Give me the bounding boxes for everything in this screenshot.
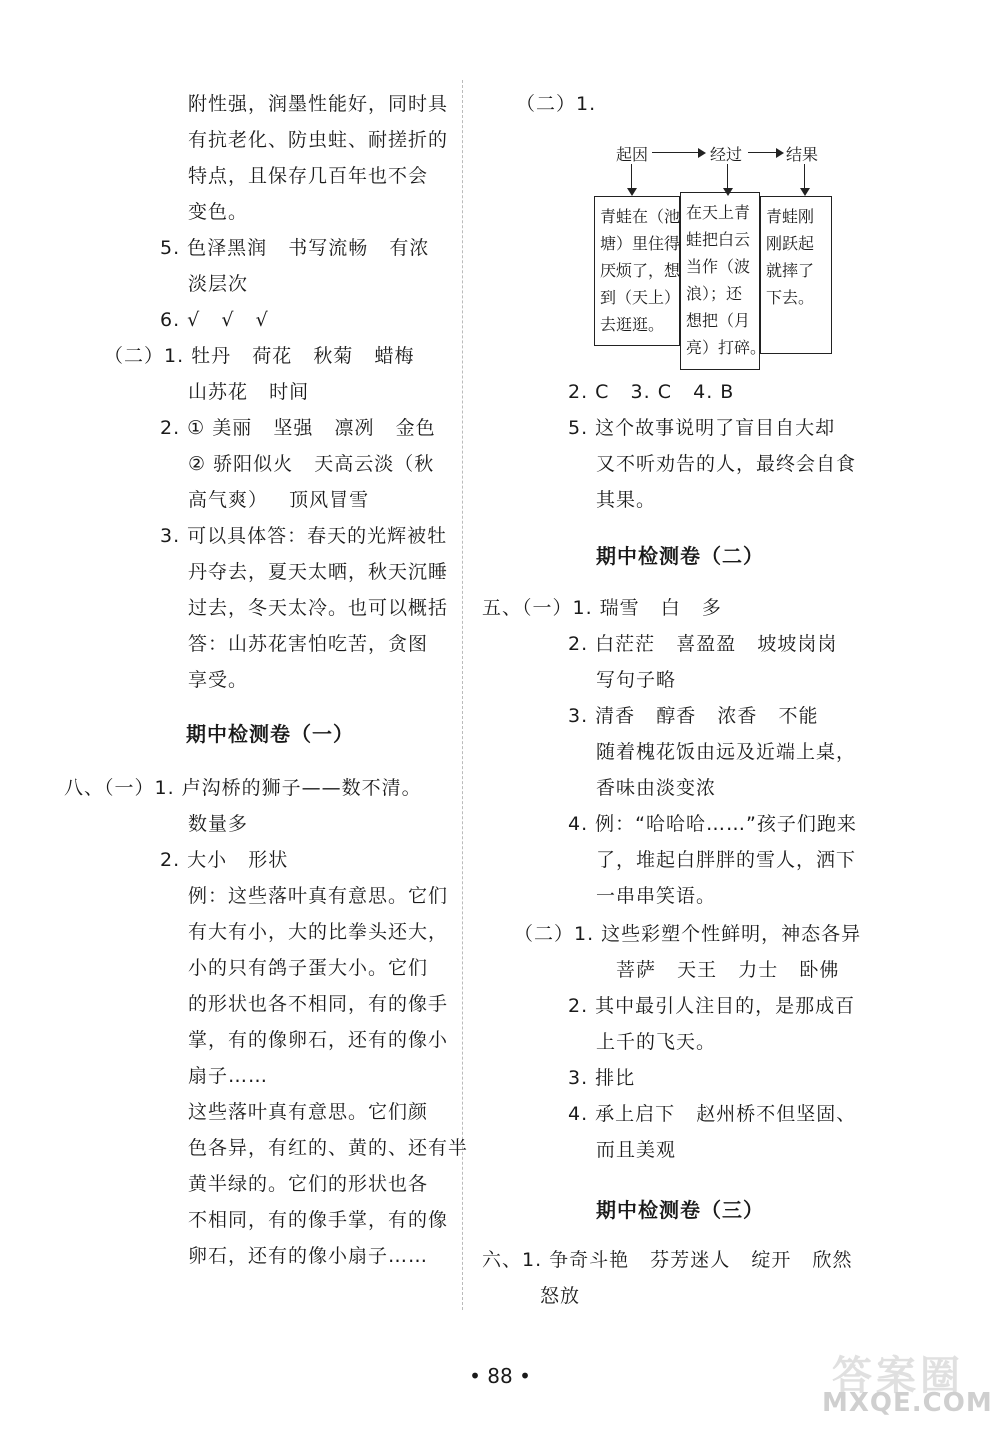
- story-flow-diagram: [594, 138, 834, 370]
- text-line: 扇子……: [188, 1065, 269, 1087]
- diagram-box-process: 在天上青 蛙把白云 当作（波 浪）；还 想把（月 亮）打碎。: [680, 192, 760, 370]
- arrow-down-icon: [727, 164, 728, 194]
- diagram-label-result: 结果: [786, 145, 819, 164]
- text-line: ② 骄阳似火 天高云淡（秋: [188, 453, 435, 475]
- watermark-url: MXQE.COM: [822, 1388, 993, 1418]
- text-line: 特点，且保存几百年也不会: [188, 165, 429, 187]
- text-line: 菩萨 天王 力士 卧佛: [616, 959, 840, 981]
- section-heading: 期中检测卷（三）: [596, 1198, 764, 1222]
- text-line: 6. √ √ √: [160, 309, 269, 331]
- text-line: 小的只有鸽子蛋大小。它们: [188, 957, 429, 979]
- text-line: 2. 白茫茫 喜盈盈 坡坡岗岗: [568, 633, 838, 655]
- text-line: 2. 大小 形状: [160, 849, 289, 871]
- text-line: 3. 可以具体答：春天的光辉被牡: [160, 525, 448, 547]
- text-line: 有抗老化、防虫蛀、耐搓折的: [188, 129, 449, 151]
- text-line: 的形状也各不相同，有的像手: [188, 993, 449, 1015]
- page-number: • 88 •: [469, 1364, 531, 1388]
- text-line: 过去，冬天太冷。也可以概括: [188, 597, 449, 619]
- text-line: 3. 排比: [568, 1067, 636, 1089]
- watermark-logo-text: 答案圈: [832, 1353, 964, 1399]
- text-line: 4. 承上启下 赵州桥不但坚固、: [568, 1103, 857, 1125]
- text-line: 不相同，有的像手掌，有的像: [188, 1209, 449, 1231]
- text-line: 高气爽） 顶风冒雪: [188, 489, 370, 511]
- text-line: 随着槐花饭由远及近端上桌，: [596, 741, 857, 763]
- text-line: 黄半绿的。它们的形状也各: [188, 1173, 429, 1195]
- diagram-label-process: 经过: [710, 145, 743, 164]
- arrow-right-icon: [652, 152, 704, 153]
- text-line: 数量多: [188, 813, 249, 835]
- text-line: 答：山苏花害怕吃苦，贪图: [188, 633, 429, 655]
- text-line: 4. 例：“哈哈哈……”孩子们跑来: [568, 813, 857, 835]
- text-line: 八、（一）1. 卢沟桥的狮子——数不清。: [64, 777, 422, 799]
- section-heading: 期中检测卷（一）: [186, 722, 354, 746]
- arrow-right-icon: [748, 152, 782, 153]
- text-line: 香味由淡变浓: [596, 777, 717, 799]
- text-line: 卵石，还有的像小扇子……: [188, 1245, 429, 1267]
- text-line: 山苏花 时间: [188, 381, 310, 403]
- text-line: 写句子略: [596, 669, 677, 691]
- text-line: 这些落叶真有意思。它们颜: [188, 1101, 429, 1123]
- text-line: （二）1. 牡丹 荷花 秋菊 蜡梅: [104, 345, 415, 367]
- text-line: 2. 其中最引人注目的，是那成百: [568, 995, 856, 1017]
- text-line: 而且美观: [596, 1139, 677, 1161]
- text-line: 掌，有的像卵石，还有的像小: [188, 1029, 449, 1051]
- arrow-down-icon: [631, 164, 632, 194]
- text-line: 色各异，有红的、黄的、还有半: [188, 1137, 469, 1159]
- text-line: 怒放: [540, 1285, 581, 1307]
- text-line: 一串串笑语。: [596, 885, 717, 907]
- watermark-logo: [812, 1340, 992, 1426]
- text-line: 3. 清香 醇香 浓香 不能: [568, 705, 819, 727]
- text-line: 又不听劝告的人，最终会自食: [596, 453, 857, 475]
- text-line: 2. ① 美丽 坚强 凛冽 金色: [160, 417, 436, 439]
- text-line: 其果。: [596, 489, 657, 511]
- text-line: 丹夺去，夏天太晒，秋天沉睡: [188, 561, 449, 583]
- diagram-box-result: 青蛙刚 刚跃起 就摔了 下去。: [760, 196, 832, 354]
- diagram-box-cause: 青蛙在（池 塘）里住得 厌烦了，想 到（天上） 去逛逛。: [594, 196, 680, 346]
- text-line: 2. C 3. C 4. B: [568, 381, 735, 403]
- text-line: 5. 色泽黑润 书写流畅 有浓: [160, 237, 430, 259]
- text-line: 享受。: [188, 669, 249, 691]
- column-divider: [462, 80, 463, 1310]
- text-line: 有大有小，大的比拳头还大，: [188, 921, 449, 943]
- diagram-label-cause: 起因: [616, 145, 649, 164]
- text-line: 例：这些落叶真有意思。它们: [188, 885, 449, 907]
- text-line: （二）1. 这些彩塑个性鲜明，神态各异: [514, 923, 862, 945]
- text-line: （二）1.: [516, 93, 597, 115]
- text-line: 上千的飞天。: [596, 1031, 717, 1053]
- arrow-down-icon: [804, 164, 805, 194]
- text-line: 变色。: [188, 201, 249, 223]
- text-line: 淡层次: [188, 273, 249, 295]
- text-line: 了，堆起白胖胖的雪人，洒下: [596, 849, 857, 871]
- text-line: 五、（一）1. 瑞雪 白 多: [482, 597, 722, 619]
- text-line: 附性强，润墨性能好，同时具: [188, 93, 449, 115]
- text-line: 六、1. 争奇斗艳 芬芳迷人 绽开 欣然: [482, 1249, 853, 1271]
- section-heading: 期中检测卷（二）: [596, 544, 764, 568]
- text-line: 5. 这个故事说明了盲目自大却: [568, 417, 836, 439]
